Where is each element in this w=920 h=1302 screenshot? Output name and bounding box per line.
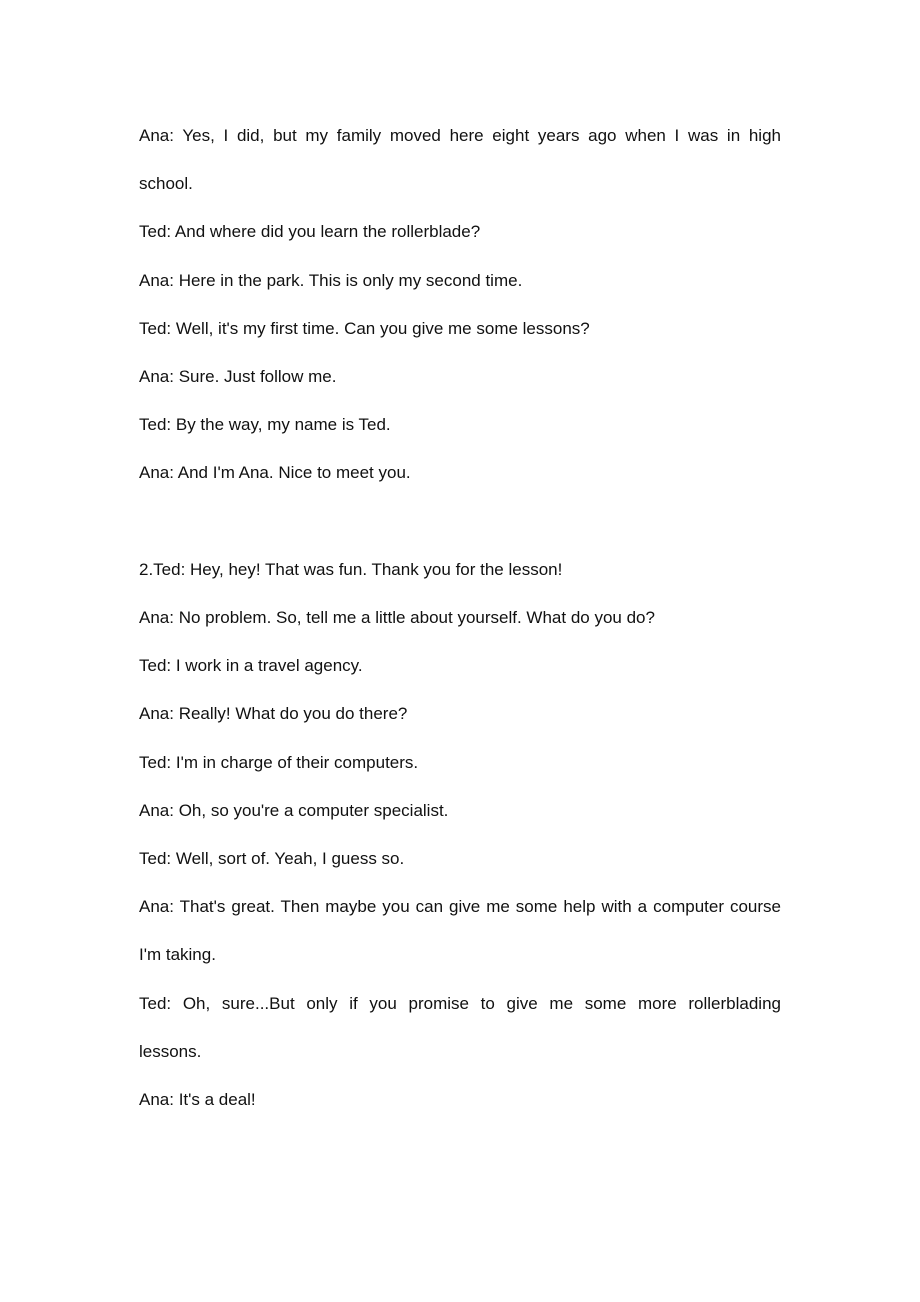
dialogue-line: Ana: No problem. So, tell me a little about yourself. What do you do? [139,608,655,628]
dialogue-line: Ana: It's a deal! [139,1090,256,1110]
dialogue-line: Ted: Oh, sure...But only if you promise to give me some more rollerblading [139,993,781,1013]
dialogue-line: lessons. [139,1041,202,1061]
paragraph-spacer [139,498,781,546]
dialogue-line: Ana: That's great. Then maybe you can give me some help with a computer course [139,897,781,917]
dialogue-line: Ted: Well, sort of. Yeah, I guess so. [139,849,405,869]
dialogue-line: Ana: Sure. Just follow me. [139,367,337,387]
dialogue-text [139,112,781,1124]
dialogue-line: Ted: By the way, my name is Ted. [139,415,391,435]
dialogue-line: Ana: Oh, so you're a computer specialist. [139,800,449,820]
dialogue-line: I'm taking. [139,945,216,965]
dialogue-line: 2.Ted: Hey, hey! That was fun. Thank you for the lesson! [139,559,563,579]
dialogue-line: Ted: And where did you learn the rollerblade? [139,222,481,242]
dialogue-line: Ana: Really! What do you do there? [139,704,408,724]
dialogue-line: Ted: Well, it's my first time. Can you give me some lessons? [139,318,590,338]
dialogue-line: Ana: Yes, I did, but my family moved here eight years ago when I was in high [139,126,781,145]
dialogue-line: Ted: I'm in charge of their computers. [139,752,419,772]
dialogue-line: Ted: I work in a travel agency. [139,656,363,676]
dialogue-line: school. [139,174,193,194]
dialogue-line: Ana: Here in the park. This is only my second time. [139,270,523,290]
dialogue-line: Ana: And I'm Ana. Nice to meet you. [139,463,411,483]
